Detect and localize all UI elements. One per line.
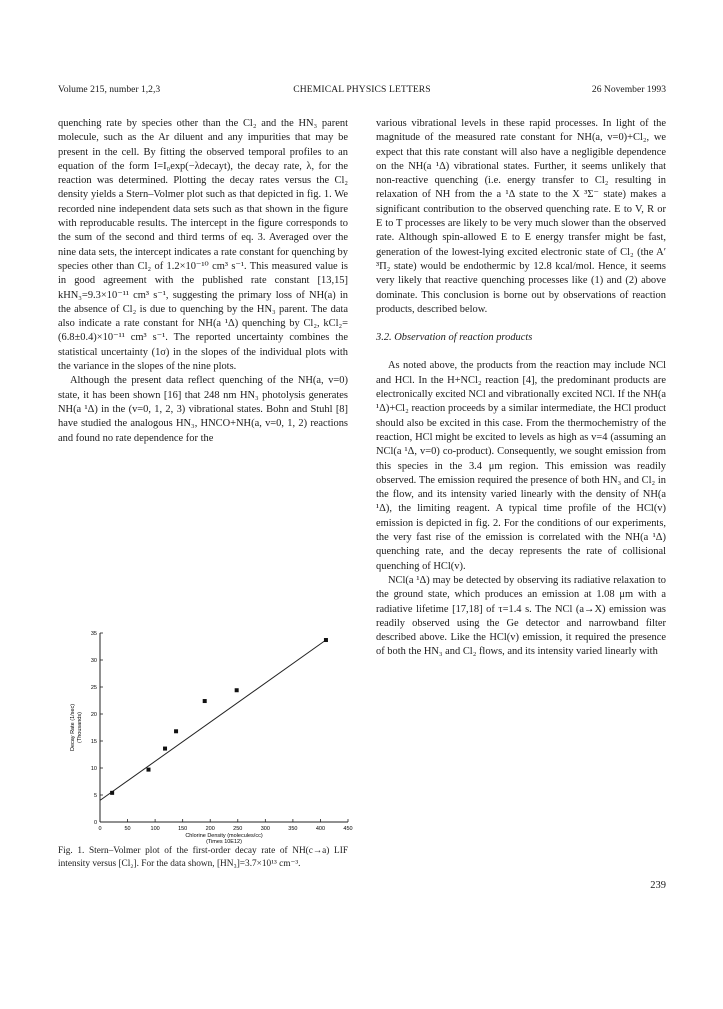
y-tick-label: 5 — [93, 793, 97, 799]
data-point — [203, 699, 207, 703]
running-header — [58, 84, 666, 98]
x-tick-label: 200 — [205, 826, 215, 832]
stern-volmer-chart — [58, 627, 358, 845]
x-tick-label: 0 — [98, 826, 102, 832]
data-point — [163, 747, 167, 751]
right-paragraph-2: As noted above, the products from the reaction may include NCl and HCl. In the H+NCl₂ reaction [4], the predominant products are electronically excited NCl and vibrationally excited NCl. If the NH(a ¹Δ)+Cl₂ reaction proceeds by a similar intermediate, the HCl product should also be excited in this case. From the thermochemistry of the reaction, HCl might be excited to levels as high as v=4 (assuming an NCl(a ¹Δ, v=0) co-product). Consequently, we sought emission from this species in the 3.4 μm region. This emission was readily observed. The emission required the presence of both HN₃ and Cl₂ in the flow, and its intensity varied linearly with the density of NH(a ¹Δ), the limiting reagent. A typical time profile of the HCl(v) emission is depicted in fig. 2. For the conditions of our experiments, the very fast rise of the emission is correlated with the NH(a ¹Δ) quenching rate, and the decay represents the rate of collisional quenching of HCl(v). — [376, 360, 666, 572]
header-journal: CHEMICAL PHYSICS LETTERS — [293, 84, 431, 95]
x-tick-label: 400 — [315, 826, 326, 832]
x-axis-label: Chlorine Density (molecules/cc) — [185, 833, 263, 839]
y-tick-label: 35 — [90, 631, 97, 637]
y-tick-label: 20 — [90, 712, 97, 718]
data-point — [235, 688, 239, 692]
data-point — [146, 768, 150, 772]
y-tick-label: 10 — [90, 766, 97, 772]
header-volume: Volume 215, number 1,2,3 — [58, 84, 161, 95]
y-axis-label: Decay Rate (1/sec) — [70, 703, 76, 752]
section-heading: 3.2. Observation of reaction products — [376, 332, 533, 344]
right-paragraph-3: NCl(a ¹Δ) may be detected by observing its radiative relaxation to the ground state, which produces an emission at 1.08 μm with a radiative lifetime [17,18] of τ=1.4 s. The NCl (a→X) emission was readily observed using the Ge detector and narrowband filter described above. Like the HCl(v) emission, it required the presence of both the HN₃ and Cl₂ flows, and its intensity varied linearly with — [376, 574, 666, 658]
data-point — [174, 729, 178, 733]
y-axis-label-units: (Thousands) — [77, 712, 83, 743]
data-point — [110, 791, 114, 795]
x-tick-label: 150 — [178, 826, 188, 832]
x-tick-label: 100 — [150, 826, 160, 832]
x-tick-label: 300 — [260, 826, 270, 832]
y-tick-label: 0 — [93, 820, 97, 826]
x-axis-label-units: (Times 10E12) — [206, 839, 242, 845]
x-tick-label: 250 — [233, 826, 243, 832]
y-tick-label: 30 — [90, 658, 97, 664]
figure-caption: Fig. 1. Stern–Volmer plot of the first-order decay rate of NH(c→a) LIF intensity versus [Cl₂]. For the data shown, [HN₃]=3.7×10¹³ cm⁻³. — [58, 846, 348, 869]
right-paragraph-1: various vibrational levels in these rapid processes. In light of the magnitude of the measured rate constant for NH(a, v=0)+Cl₂, we expect that this rate constant will also have a negligible dependence on the NH(a ¹Δ) vibrational states. Further, it seems unlikely that non-reactive quenching (i.e. energy transfer to Cl₂ resulting in relaxation of NH from the a ¹Δ state to the X ³Σ⁻ state) makes a significant contribution to the observed quenching rate. E to V, R or E to T processes are likely to be very much slower than the observed rate. Although spin-allowed E to E energy transfer might be fast, generation of the lowest-lying excited electronic state of Cl₂ (the A′ ³Π₂ state) would be endothermic by 12.8 kcal/mol. Hence, it seems very likely that reactive quenching processes like (1) and (2) above dominate. This conclusion is borne out by observations of reaction products, described below. — [376, 118, 666, 315]
header-date: 26 November 1993 — [591, 84, 666, 95]
figure-1 — [58, 627, 358, 845]
left-column — [58, 117, 348, 446]
data-point — [324, 638, 328, 642]
x-tick-label: 350 — [288, 826, 298, 832]
y-tick-label: 15 — [90, 739, 97, 745]
x-tick-label: 450 — [343, 826, 353, 832]
left-paragraph-1: quenching rate by species other than the Cl₂ and the HN₃ parent molecule, such as the Ar diluent and any impurities that may be present in the cell. By fitting the observed temporal profiles to an equation of the form I=I₀exp(−λdecayt), the decay rate, λ, for the reaction was determined. Plotting the decay rates versus the Cl₂ density yields a Stern–Volmer plot such as that depicted in fig. 1. We recorded nine independent data sets such as that shown in the figure with reproducable results. The intercept in the figure corresponds to the sum of the second and third terms of eq. 3. Averaged over the nine data sets, the intercept indicates a rate constant for quenching by species other than Cl₂ of 1.2×10⁻¹⁰ cm³ s⁻¹. This measured value is in good agreement with the published rate constant [13,15] kHN₃=9.3×10⁻¹¹ cm³ s⁻¹, suggesting the primary loss of NH(a) in the absence of Cl₂ is due to quenching by the HN₃ parent. The data also indicate a rate constant for NH(a ¹Δ) quenching by Cl₂, kCl₂=(6.8±0.4)×10⁻¹¹ cm³ s⁻¹. The reported uncertainty combines the statistical uncertainty (1σ) in the slopes of the individual plots with the variance in the slopes of the nine plots. — [58, 118, 348, 373]
page-number: 239 — [650, 880, 666, 891]
fit-line — [100, 640, 326, 800]
y-tick-label: 25 — [90, 685, 97, 691]
left-paragraph-2: Although the present data reflect quenching of the NH(a, v=0) state, it has been shown [16] that 248 nm HN₃ photolysis generates NH(a ¹Δ) in the (v=0, 1, 2, 3) vibrational states. Bohn and Stuhl [8] have studied the analogous HN₃, HNCO+NH(a, v=0, 1, 2) reactions and found no rate dependence for the — [58, 375, 348, 444]
x-tick-label: 50 — [124, 826, 131, 832]
right-column — [376, 117, 666, 660]
